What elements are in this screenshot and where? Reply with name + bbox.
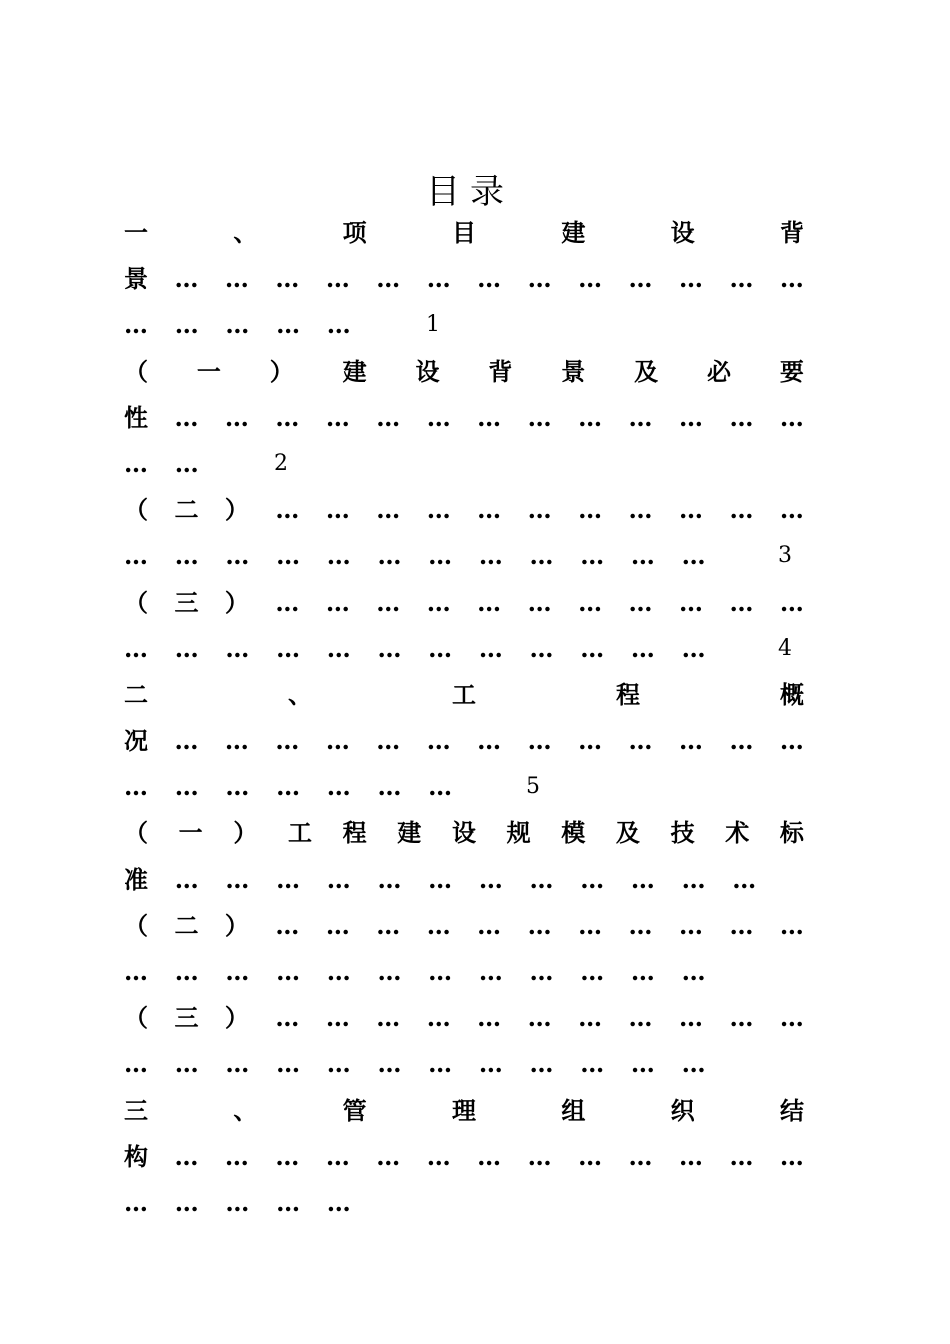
leader-dots: …: [276, 310, 301, 340]
leader-dots: …: [124, 541, 148, 571]
toc-leader-line[interactable]: [124, 533, 804, 579]
leader-dots: …: [578, 726, 603, 756]
leader-dots: …: [477, 264, 502, 294]
leader-dots: …: [224, 264, 249, 294]
leader-dots: …: [729, 726, 754, 756]
leader-dots: …: [325, 587, 350, 617]
toc-leader-line[interactable]: [124, 949, 804, 995]
leader-dots: …: [428, 772, 453, 802]
toc-leader-line[interactable]: [124, 626, 804, 672]
leader-dots: …: [275, 587, 300, 617]
leader-dots: …: [426, 726, 451, 756]
leader-dots: …: [275, 495, 300, 525]
leader-dots: …: [681, 633, 706, 663]
toc-glyph: 三: [124, 1095, 148, 1125]
toc-glyph: 背: [488, 356, 513, 386]
leader-dots: …: [578, 587, 603, 617]
toc-glyph: 设: [670, 218, 695, 247]
toc-leader-line[interactable]: [124, 1134, 804, 1180]
toc-glyph: 概: [780, 679, 804, 709]
leader-dots: …: [578, 495, 603, 525]
leader-dots: …: [678, 264, 703, 294]
leader-dots: …: [174, 1049, 199, 1079]
leader-dots: …: [628, 910, 653, 940]
toc-glyph: 规: [506, 818, 531, 848]
leader-dots: …: [326, 1049, 351, 1079]
leader-dots: …: [124, 772, 148, 802]
toc-glyph: 必: [707, 356, 731, 386]
leader-dots: …: [580, 957, 605, 986]
toc-glyph: 景: [561, 356, 586, 386]
toc-heading-line[interactable]: [124, 1088, 804, 1134]
leader-dots: …: [225, 864, 250, 894]
toc-glyph: ）: [224, 587, 249, 617]
toc-glyph: （: [124, 1003, 148, 1033]
toc-glyph: 建: [342, 356, 367, 386]
toc-heading-line[interactable]: [124, 995, 804, 1041]
leader-dots: …: [578, 264, 603, 294]
leader-dots: …: [326, 957, 351, 986]
leader-dots: …: [174, 864, 199, 894]
leader-dots: …: [527, 402, 552, 432]
leader-dots: …: [478, 1049, 503, 1079]
leader-dots: …: [225, 1187, 250, 1217]
leader-dots: …: [729, 402, 754, 432]
leader-dots: …: [326, 772, 351, 802]
toc-glyph: 及: [634, 356, 659, 386]
leader-dots: …: [174, 957, 199, 986]
leader-dots: …: [678, 1003, 703, 1033]
toc-leader-line[interactable]: [124, 256, 804, 302]
leader-dots: …: [729, 495, 754, 525]
leader-dots: …: [376, 264, 401, 294]
leader-dots: …: [580, 864, 605, 894]
leader-dots: …: [124, 633, 148, 663]
leader-dots: …: [225, 772, 250, 802]
toc-glyph: 二: [174, 495, 199, 525]
leader-dots: …: [678, 726, 703, 756]
leader-dots: …: [325, 1003, 350, 1033]
toc-glyph: （: [124, 356, 148, 386]
leader-dots: …: [377, 864, 402, 894]
leader-dots: …: [326, 310, 351, 340]
toc-glyph: 三: [174, 587, 199, 617]
leader-dots: …: [428, 633, 453, 663]
leader-dots: …: [729, 1141, 754, 1171]
leader-dots: …: [527, 587, 552, 617]
leader-dots: …: [779, 910, 804, 940]
leader-dots: …: [681, 541, 706, 571]
leader-dots: …: [527, 1003, 552, 1033]
toc-glyph: 准: [124, 864, 148, 894]
leader-dots: …: [124, 1049, 148, 1079]
leader-dots: …: [225, 957, 250, 986]
leader-dots: …: [529, 633, 554, 663]
toc-heading-line[interactable]: [124, 210, 804, 256]
toc-glyph: 理: [451, 1095, 476, 1125]
leader-dots: …: [325, 495, 350, 525]
leader-dots: …: [174, 264, 199, 294]
toc-glyph: 三: [174, 1003, 199, 1033]
toc-page-number: 5: [526, 774, 540, 800]
toc-glyph: ）: [224, 495, 249, 525]
leader-dots: …: [628, 1003, 653, 1033]
leader-dots: …: [326, 633, 351, 663]
toc-leader-line[interactable]: [124, 718, 804, 764]
toc-glyph: ）: [224, 1003, 249, 1033]
toc-leader-line[interactable]: [124, 1041, 804, 1087]
leader-dots: …: [325, 910, 350, 940]
leader-dots: …: [681, 1049, 706, 1079]
toc-glyph: 建: [397, 818, 422, 848]
leader-dots: …: [628, 1141, 653, 1171]
leader-dots: …: [729, 587, 754, 617]
leader-dots: …: [678, 402, 703, 432]
toc-leader-line[interactable]: [124, 857, 804, 903]
toc-glyph: 项: [342, 218, 367, 247]
leader-dots: …: [225, 310, 250, 340]
toc-heading-line[interactable]: [124, 580, 804, 626]
leader-dots: …: [678, 1141, 703, 1171]
toc-glyph: 、: [288, 679, 312, 709]
leader-dots: …: [174, 402, 199, 432]
toc-glyph: 结: [779, 1095, 804, 1125]
leader-dots: …: [325, 402, 350, 432]
toc-glyph: 术: [725, 818, 750, 848]
leader-dots: …: [428, 957, 453, 986]
leader-dots: …: [276, 1187, 301, 1217]
leader-dots: …: [529, 957, 554, 986]
leader-dots: …: [124, 1187, 148, 1217]
leader-dots: …: [426, 1003, 451, 1033]
leader-dots: …: [326, 864, 351, 894]
toc-glyph: 、: [233, 218, 258, 247]
leader-dots: …: [174, 1187, 199, 1217]
leader-dots: …: [326, 1187, 351, 1217]
toc-glyph: 况: [124, 726, 148, 756]
leader-dots: …: [729, 264, 754, 294]
toc-glyph: 及: [615, 818, 640, 848]
toc-glyph: 模: [561, 818, 586, 848]
leader-dots: …: [428, 541, 453, 571]
leader-dots: …: [275, 264, 300, 294]
leader-dots: …: [779, 1141, 804, 1171]
leader-dots: …: [376, 910, 401, 940]
leader-dots: …: [478, 957, 503, 986]
leader-dots: …: [224, 402, 249, 432]
toc-glyph: 一: [124, 218, 148, 247]
leader-dots: …: [578, 1003, 603, 1033]
leader-dots: …: [628, 726, 653, 756]
leader-dots: …: [275, 910, 300, 940]
toc-glyph: 工: [452, 679, 476, 709]
leader-dots: …: [276, 1049, 301, 1079]
leader-dots: …: [276, 633, 301, 663]
leader-dots: …: [478, 633, 503, 663]
leader-dots: …: [174, 541, 199, 571]
toc-page-number: 2: [274, 450, 288, 476]
toc-page-number: 1: [426, 312, 440, 338]
toc-glyph: 背: [779, 218, 804, 247]
toc-glyph: （: [124, 495, 148, 525]
leader-dots: …: [174, 772, 199, 802]
leader-dots: …: [325, 726, 350, 756]
leader-dots: …: [628, 402, 653, 432]
leader-dots: …: [477, 495, 502, 525]
leader-dots: …: [630, 957, 655, 986]
leader-dots: …: [225, 633, 250, 663]
leader-dots: …: [426, 587, 451, 617]
toc-glyph: ）: [224, 910, 249, 940]
leader-dots: …: [376, 1141, 401, 1171]
leader-dots: …: [630, 864, 655, 894]
toc-page-number: 3: [778, 543, 792, 569]
toc-leader-line[interactable]: [124, 1180, 804, 1226]
toc-glyph: 性: [124, 402, 148, 432]
leader-dots: …: [225, 541, 250, 571]
leader-dots: …: [124, 957, 148, 986]
leader-dots: …: [681, 957, 706, 986]
leader-dots: …: [276, 772, 301, 802]
leader-dots: …: [527, 910, 552, 940]
leader-dots: …: [477, 402, 502, 432]
leader-dots: …: [376, 726, 401, 756]
leader-dots: …: [779, 264, 804, 294]
leader-dots: …: [276, 541, 301, 571]
leader-dots: …: [630, 1049, 655, 1079]
leader-dots: …: [174, 1141, 199, 1171]
leader-dots: …: [124, 310, 148, 340]
toc-glyph: 技: [670, 818, 695, 848]
leader-dots: …: [580, 1049, 605, 1079]
toc-glyph: 一: [178, 818, 203, 848]
toc-glyph: 设: [415, 356, 440, 386]
toc-heading-line[interactable]: [124, 487, 804, 533]
leader-dots: …: [426, 402, 451, 432]
leader-dots: …: [224, 726, 249, 756]
leader-dots: …: [578, 910, 603, 940]
toc-glyph: 目: [451, 218, 476, 247]
leader-dots: …: [174, 633, 199, 663]
leader-dots: …: [276, 864, 301, 894]
toc-glyph: 设: [451, 818, 476, 848]
leader-dots: …: [376, 495, 401, 525]
leader-dots: …: [630, 541, 655, 571]
leader-dots: …: [275, 726, 300, 756]
toc-leader-line[interactable]: [124, 395, 804, 441]
toc-glyph: 、: [233, 1095, 258, 1125]
leader-dots: …: [729, 1003, 754, 1033]
leader-dots: …: [630, 633, 655, 663]
leader-dots: …: [325, 264, 350, 294]
leader-dots: …: [377, 1049, 402, 1079]
leader-dots: …: [779, 402, 804, 432]
leader-dots: …: [426, 910, 451, 940]
toc-heading-line[interactable]: [124, 903, 804, 949]
leader-dots: …: [124, 448, 148, 478]
leader-dots: …: [377, 772, 402, 802]
leader-dots: …: [779, 1003, 804, 1033]
toc-glyph: 程: [342, 818, 367, 848]
leader-dots: …: [376, 402, 401, 432]
leader-dots: …: [578, 402, 603, 432]
leader-dots: …: [326, 541, 351, 571]
leader-dots: …: [478, 541, 503, 571]
leader-dots: …: [529, 864, 554, 894]
toc-glyph: 建: [561, 218, 586, 247]
leader-dots: …: [426, 1141, 451, 1171]
leader-dots: …: [174, 726, 199, 756]
leader-dots: …: [779, 495, 804, 525]
leader-dots: …: [529, 541, 554, 571]
toc-glyph: 标: [779, 818, 804, 848]
toc-glyph: 工: [287, 818, 312, 848]
leader-dots: …: [428, 1049, 453, 1079]
leader-dots: …: [628, 264, 653, 294]
leader-dots: …: [477, 587, 502, 617]
leader-dots: …: [678, 495, 703, 525]
leader-dots: …: [628, 495, 653, 525]
leader-dots: …: [174, 310, 199, 340]
toc-glyph: 一: [196, 356, 221, 386]
leader-dots: …: [678, 587, 703, 617]
toc-glyph: （: [124, 818, 148, 848]
leader-dots: …: [729, 910, 754, 940]
leader-dots: …: [527, 726, 552, 756]
leader-dots: …: [174, 448, 199, 478]
leader-dots: …: [428, 864, 453, 894]
toc-glyph: （: [124, 587, 148, 617]
leader-dots: …: [224, 1141, 249, 1171]
toc-glyph: 要: [779, 356, 804, 386]
leader-dots: …: [477, 1141, 502, 1171]
leader-dots: …: [678, 910, 703, 940]
leader-dots: …: [426, 264, 451, 294]
leader-dots: …: [779, 726, 804, 756]
leader-dots: …: [529, 1049, 554, 1079]
toc-leader-line[interactable]: [124, 441, 804, 487]
leader-dots: …: [578, 1141, 603, 1171]
toc-glyph: 管: [342, 1095, 367, 1125]
leader-dots: …: [275, 1141, 300, 1171]
toc-glyph: 织: [670, 1095, 695, 1125]
toc-leader-line[interactable]: [124, 764, 804, 810]
toc-glyph: 景: [124, 264, 148, 294]
toc-heading-line[interactable]: [124, 349, 804, 395]
leader-dots: …: [478, 864, 503, 894]
leader-dots: …: [276, 957, 301, 986]
leader-dots: …: [477, 910, 502, 940]
toc-glyph: 构: [124, 1141, 148, 1171]
toc-heading-line[interactable]: [124, 672, 804, 718]
leader-dots: …: [275, 402, 300, 432]
leader-dots: …: [527, 495, 552, 525]
leader-dots: …: [628, 587, 653, 617]
toc-heading-line[interactable]: [124, 810, 804, 856]
leader-dots: …: [325, 1141, 350, 1171]
leader-dots: …: [527, 1141, 552, 1171]
leader-dots: …: [275, 1003, 300, 1033]
leader-dots: …: [376, 1003, 401, 1033]
leader-dots: …: [377, 957, 402, 986]
toc-title: 目录: [426, 172, 514, 212]
leader-dots: …: [225, 1049, 250, 1079]
table-of-contents: [124, 210, 804, 1226]
leader-dots: …: [580, 633, 605, 663]
leader-dots: …: [732, 864, 757, 894]
leader-dots: …: [527, 264, 552, 294]
toc-glyph: ）: [233, 818, 258, 848]
leader-dots: …: [681, 864, 706, 894]
leader-dots: …: [377, 541, 402, 571]
toc-glyph: 组: [561, 1095, 586, 1125]
toc-leader-line[interactable]: [124, 302, 804, 348]
toc-glyph: （: [124, 910, 148, 940]
toc-glyph: 二: [124, 679, 148, 709]
leader-dots: …: [376, 587, 401, 617]
leader-dots: …: [779, 587, 804, 617]
leader-dots: …: [477, 1003, 502, 1033]
toc-glyph: 二: [174, 910, 199, 940]
toc-page-number: 4: [778, 635, 792, 661]
toc-glyph: 程: [616, 679, 640, 709]
leader-dots: …: [477, 726, 502, 756]
leader-dots: …: [426, 495, 451, 525]
toc-glyph: ）: [269, 356, 294, 386]
leader-dots: …: [377, 633, 402, 663]
leader-dots: …: [580, 541, 605, 571]
